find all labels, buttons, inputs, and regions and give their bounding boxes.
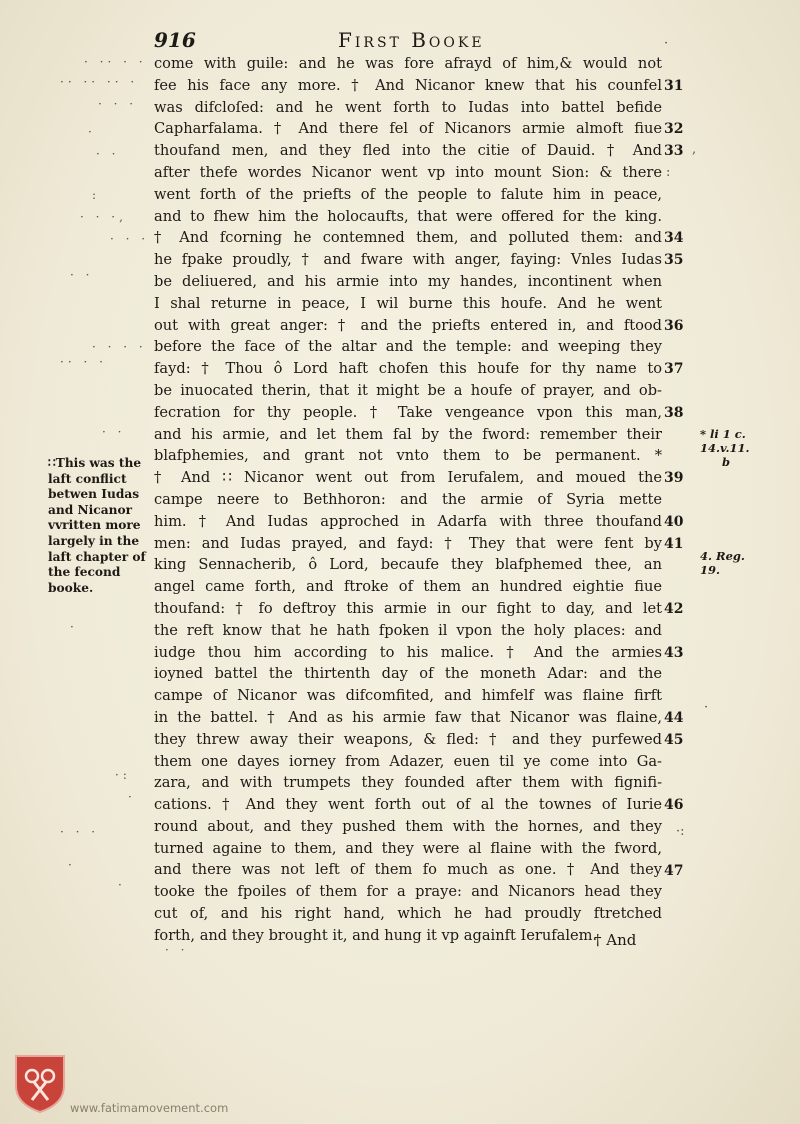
- bleed-through-marks: · · ·: [110, 232, 150, 246]
- text-line: angel came forth, and ftroke of them an hundred eightie fiue: [154, 578, 662, 596]
- text-line: they threw away their weapons, & fled: † and they purfewed: [154, 730, 662, 748]
- stray-mark: :: [666, 165, 671, 180]
- text-line: zara, and with trumpets they founded after them with fignifi-: [154, 774, 662, 792]
- bleed-through-marks: · · ·: [60, 825, 100, 839]
- bleed-through-marks: ·· · ·: [60, 355, 107, 369]
- margin-note-line: betwen Iudas: [48, 487, 140, 502]
- verse-number: 46: [664, 797, 684, 814]
- text-line: fee his face any more. † And Nicanor knew that his counfel: [154, 76, 662, 94]
- text-line: thoufand men, and they fled into the citie of Dauid. † And: [154, 142, 662, 160]
- text-line: fayd: † Thou ô Lord haft chofen this houfe for thy name to: [154, 360, 662, 378]
- bleed-through-marks: ·: [88, 125, 96, 139]
- bleed-through-marks: · ·: [165, 943, 189, 957]
- catchword: † And: [594, 931, 637, 949]
- margin-note-line: the fecond: [48, 565, 121, 580]
- bleed-through-marks: · ·: [70, 268, 94, 282]
- verse-number: 47: [664, 862, 684, 879]
- bleed-through-marks: · ·: [96, 147, 120, 161]
- bleed-through-marks: :: [92, 188, 101, 202]
- margin-note-line: and Nicanor: [48, 502, 133, 517]
- stray-mark: ,: [692, 142, 697, 157]
- verse-number: 39: [664, 470, 684, 487]
- text-line: Capharfalama. † And there fel of Nicanors armie almoft fiue: [154, 120, 662, 138]
- bleed-through-marks: ·· ·· ·· ·: [60, 75, 139, 89]
- text-line: them one dayes iorney from Adazer, euen til ye come into Ga-: [154, 752, 662, 770]
- bleed-through-marks: · · ·,: [80, 210, 127, 224]
- text-line: king Sennacherib, ô Lord, becaufe they blafphemed thee, an: [154, 556, 662, 574]
- bleed-through-marks: · · · · ·: [92, 340, 163, 354]
- text-line: thoufand: † fo deftroy this armie in our fight to day, and let: [154, 599, 662, 617]
- verse-number: 35: [664, 252, 684, 269]
- ref-line: b: [722, 455, 731, 469]
- text-line: after thefe wordes Nicanor went vp into mount Sion: & there: [154, 163, 662, 181]
- bleed-through-marks: ·: [118, 878, 126, 892]
- text-line: † And fcorning he contemned them, and polluted them: and: [154, 229, 662, 247]
- verse-number: 31: [664, 77, 684, 94]
- margin-reference-kings: [700, 427, 750, 469]
- text-line: went forth of the priefts of the people to falute him in peace,: [154, 185, 662, 203]
- margin-note-line: ∷This was the: [48, 456, 142, 470]
- text-line: men: and Iudas prayed, and fayd: † They that were fent by: [154, 534, 662, 552]
- verse-number: 45: [664, 731, 684, 748]
- text-line: was difcloſed: and he went forth to Iudas into battel befide: [154, 98, 662, 116]
- text-line: him. † And Iudas approched in Adarfa with three thoufand: [154, 512, 662, 530]
- ref-line: 19.: [700, 563, 721, 577]
- verse-number: 40: [664, 513, 684, 530]
- bleed-through-marks: · ·: [102, 425, 126, 439]
- bleed-through-marks: · · ·: [98, 97, 138, 111]
- text-line: the reft know that he hath fpoken il vpon the holy places: and: [154, 621, 662, 639]
- shield-logo-icon: [12, 1052, 68, 1114]
- bleed-through-marks: ·: [70, 620, 78, 634]
- text-line: turned againe to them, and they were al flaine with the fword,: [154, 839, 662, 857]
- text-line: campe neere to Bethhoron: and the armie of Syria mette: [154, 490, 662, 508]
- verse-number: 32: [664, 121, 684, 138]
- verse-number: 34: [664, 230, 684, 247]
- footer-url[interactable]: www.fatimamovement.com: [70, 1101, 229, 1115]
- text-line: in the battel. † And as his armie faw that Nicanor was flaine,: [154, 708, 662, 726]
- stray-mark: ·:: [676, 824, 685, 839]
- text-line: forth, and they brought it, and hung it vp againft Ierufalem.: [154, 926, 598, 944]
- margin-note-line: booke.: [48, 580, 94, 595]
- verse-number: 36: [664, 317, 684, 334]
- ref-line: 14.v.11.: [700, 441, 750, 455]
- margin-note-line: largely in the: [48, 533, 140, 548]
- text-line: I shal returne in peace, I wil burne this houfe. And he went: [154, 294, 662, 312]
- bleed-through-marks: ·:: [115, 768, 131, 782]
- text-line: campe of Nicanor was difcomfited, and himfelf was flaine firft: [154, 687, 662, 705]
- text-line: and there was not left of them fo much as one. † And they: [154, 861, 662, 879]
- verse-number: 37: [664, 361, 684, 378]
- left-margin-note: [48, 456, 152, 596]
- main-text-column: [154, 53, 662, 947]
- text-line: he fpake proudly, † and fware with anger, faying: Vnles Iudas: [154, 251, 662, 269]
- text-line: and to fhew him the holocaufts, that were offered for the king.: [154, 207, 662, 225]
- stray-mark: ·: [704, 700, 709, 715]
- text-line: cations. † And they went forth out of al the townes of Iurie: [154, 796, 662, 814]
- verse-number: 42: [664, 601, 684, 617]
- text-line: round about, and they pushed them with the hornes, and they: [154, 817, 662, 835]
- text-line: out with great anger: † and the priefts entered in, and ftood: [154, 316, 662, 334]
- page-number: 916: [154, 28, 196, 52]
- text-line: and his armie, and let them fal by the fword: remember their: [154, 425, 662, 443]
- bleed-through-marks: ·: [128, 790, 136, 804]
- verse-number: 43: [664, 644, 684, 661]
- margin-reference-4-kings: [700, 549, 745, 577]
- running-head: First Booke: [338, 28, 485, 52]
- text-line: † And ∷ Nicanor went out from Ierufalem, and moued the: [154, 469, 662, 487]
- bleed-through-marks: · ·· · ·: [84, 55, 147, 69]
- text-line: be deliuered, and his armie into my handes, incontinent when: [154, 272, 662, 290]
- verse-number: 33: [664, 143, 684, 160]
- text-line: tooke the fpoiles of them for a praye: and Nicanors head they: [154, 883, 662, 901]
- text-line: fecration for thy people. † Take vengeance vpon this man,: [154, 403, 662, 421]
- margin-note-line: laft conflict: [48, 471, 127, 486]
- ref-line: * li 1 c.: [700, 427, 746, 441]
- text-line: ioyned battel the thirtenth day of the moneth Adar: and the: [154, 665, 662, 683]
- verse-number: 38: [664, 404, 684, 421]
- text-line: blafphemies, and grant not vnto them to be permanent. *: [154, 447, 662, 465]
- stray-mark: ·: [664, 36, 669, 51]
- ref-line: 4. Reg.: [700, 549, 745, 563]
- bleed-through-marks: ·: [68, 858, 76, 872]
- text-line: be inuocated therin, that it might be a houfe of prayer, and ob-: [154, 381, 662, 399]
- margin-note-line: vvritten more: [48, 518, 141, 533]
- text-line: iudge thou him according to his malice. † And the armies: [154, 643, 662, 661]
- text-line: come with guile: and he was fore afrayd of him,& would not: [154, 55, 662, 72]
- margin-note-line: laft chapter of: [48, 549, 146, 564]
- page-header: [154, 28, 674, 52]
- verse-number: 44: [664, 710, 684, 726]
- text-line: cut of, and his right hand, which he had proudly ftretched: [154, 905, 662, 923]
- text-line: before the face of the altar and the temple: and weeping they: [154, 338, 662, 356]
- verse-number: 41: [664, 535, 684, 552]
